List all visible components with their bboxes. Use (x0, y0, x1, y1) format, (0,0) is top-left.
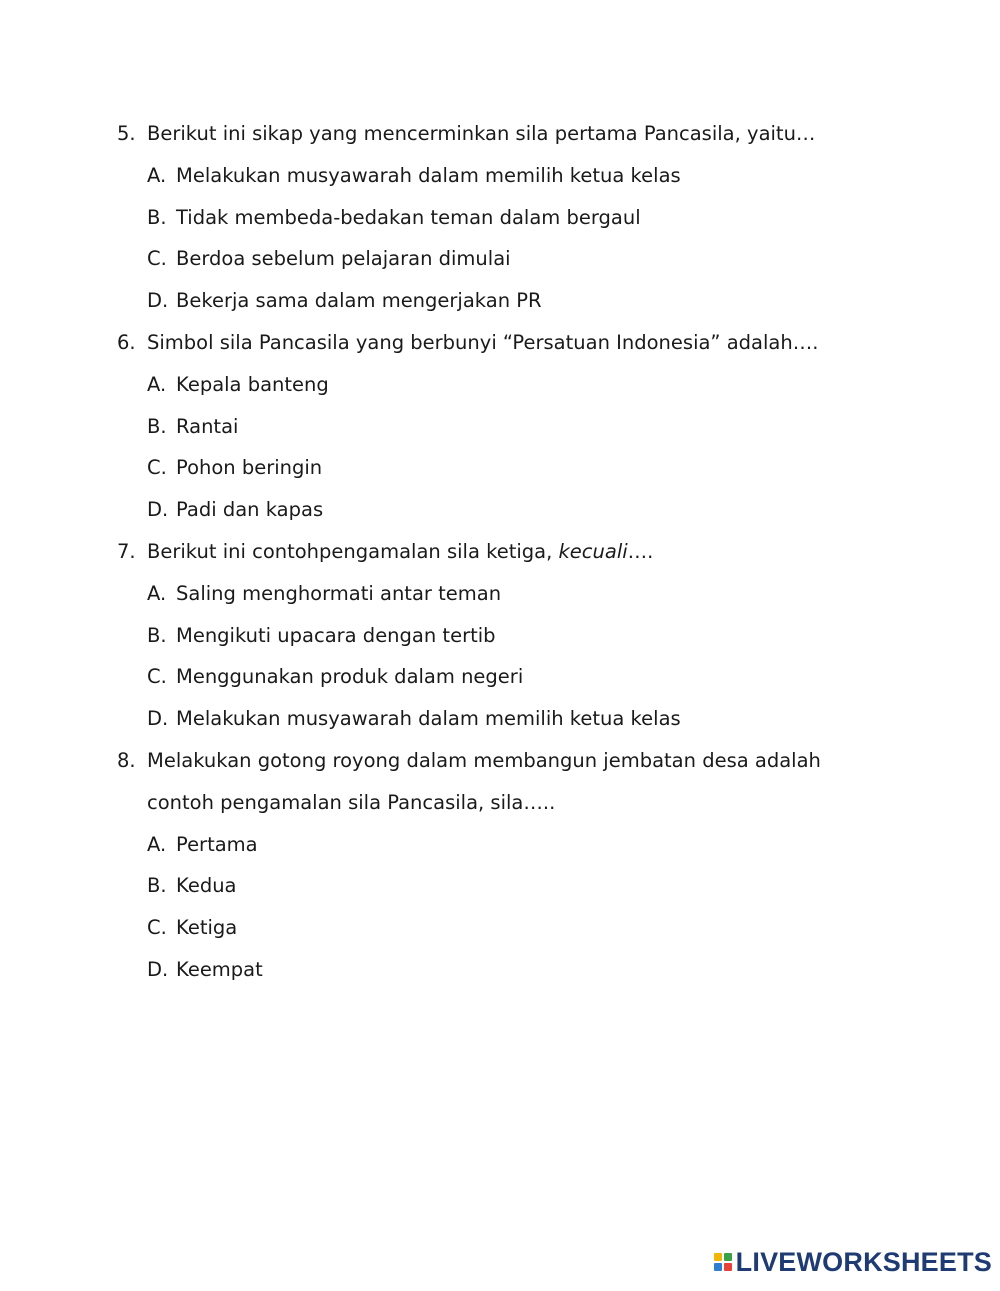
option-text: Berdoa sebelum pelajaran dimulai (176, 247, 511, 271)
option-text: Mengikuti upacara dengan tertib (176, 623, 496, 647)
answer-option-a[interactable] (117, 364, 877, 406)
question-text-line (117, 740, 877, 782)
option-text: Bekerja sama dalam mengerjakan PR (176, 289, 542, 313)
answer-option-c[interactable] (117, 656, 877, 698)
option-letter: A. (147, 372, 167, 396)
option-letter: B. (147, 623, 167, 647)
option-letter: B. (147, 414, 167, 438)
option-letter: D. (147, 707, 169, 731)
question-text-line-2 (117, 782, 877, 824)
option-letter: C. (147, 456, 167, 480)
option-text: Melakukan musyawarah dalam memilih ketua kelas (176, 707, 681, 731)
answer-option-c[interactable] (117, 238, 877, 280)
option-letter: C. (147, 916, 167, 940)
logo-square-2 (724, 1253, 732, 1261)
option-letter: A. (147, 832, 167, 856)
option-text: Pertama (176, 832, 258, 856)
option-text: Rantai (176, 414, 239, 438)
option-letter: D. (147, 957, 169, 981)
question-number: 7. (117, 539, 136, 563)
logo-square-1 (714, 1253, 722, 1261)
answer-option-b[interactable] (117, 406, 877, 448)
option-letter: B. (147, 205, 167, 229)
question-6 (117, 322, 877, 531)
answer-option-d[interactable] (117, 280, 877, 322)
answer-option-a[interactable] (117, 155, 877, 197)
option-text: Pohon beringin (176, 456, 323, 480)
option-letter: A. (147, 163, 167, 187)
answer-option-b[interactable] (117, 865, 877, 907)
answer-option-d[interactable] (117, 949, 877, 991)
question-5 (117, 113, 877, 322)
answer-option-b[interactable] (117, 197, 877, 239)
option-text: Melakukan musyawarah dalam memilih ketua kelas (176, 163, 681, 187)
liveworksheets-logo-icon (714, 1253, 732, 1271)
option-text: Menggunakan produk dalam negeri (176, 665, 524, 689)
option-letter: D. (147, 289, 169, 313)
question-number: 6. (117, 330, 136, 354)
liveworksheets-logo[interactable] (714, 1247, 992, 1277)
logo-text: LIVEWORKSHEETS (735, 1246, 992, 1277)
question-text: Simbol sila Pancasila yang berbunyi “Persatuan Indonesia” adalah…. (147, 330, 819, 354)
option-text: Tidak membeda-bedakan teman dalam bergaul (176, 205, 641, 229)
option-text: Kedua (176, 874, 237, 898)
question-number: 8. (117, 748, 136, 772)
answer-option-c[interactable] (117, 447, 877, 489)
option-letter: C. (147, 247, 167, 271)
question-text-line (117, 322, 877, 364)
question-text: Berikut ini sikap yang mencerminkan sila pertama Pancasila, yaitu… (147, 122, 816, 145)
question-text-suffix: …. (627, 539, 654, 563)
answer-option-a[interactable] (117, 824, 877, 866)
answer-option-d[interactable] (117, 698, 877, 740)
option-text: Keempat (176, 957, 263, 981)
option-letter: D. (147, 498, 169, 522)
question-text: contoh pengamalan sila Pancasila, sila….. (147, 790, 556, 814)
question-text-line (117, 113, 877, 155)
question-text: Berikut ini contohpengamalan sila ketiga, (147, 539, 559, 563)
answer-option-b[interactable] (117, 615, 877, 657)
question-number: 5. (117, 122, 136, 145)
option-letter: B. (147, 874, 167, 898)
question-list (117, 113, 877, 991)
answer-option-d[interactable] (117, 489, 877, 531)
question-8 (117, 740, 877, 991)
answer-option-a[interactable] (117, 573, 877, 615)
option-text: Kepala banteng (176, 372, 329, 396)
question-emphasis: kecuali (558, 539, 628, 563)
option-letter: A. (147, 581, 167, 605)
answer-option-c[interactable] (117, 907, 877, 949)
question-text: Melakukan gotong royong dalam membangun jembatan desa adalah (147, 748, 821, 772)
question-text-line (117, 531, 877, 573)
logo-square-3 (714, 1263, 722, 1271)
logo-square-4 (724, 1263, 732, 1271)
option-text: Padi dan kapas (176, 498, 324, 522)
option-letter: C. (147, 665, 167, 689)
question-7 (117, 531, 877, 740)
option-text: Ketiga (176, 916, 238, 940)
option-text: Saling menghormati antar teman (176, 581, 502, 605)
